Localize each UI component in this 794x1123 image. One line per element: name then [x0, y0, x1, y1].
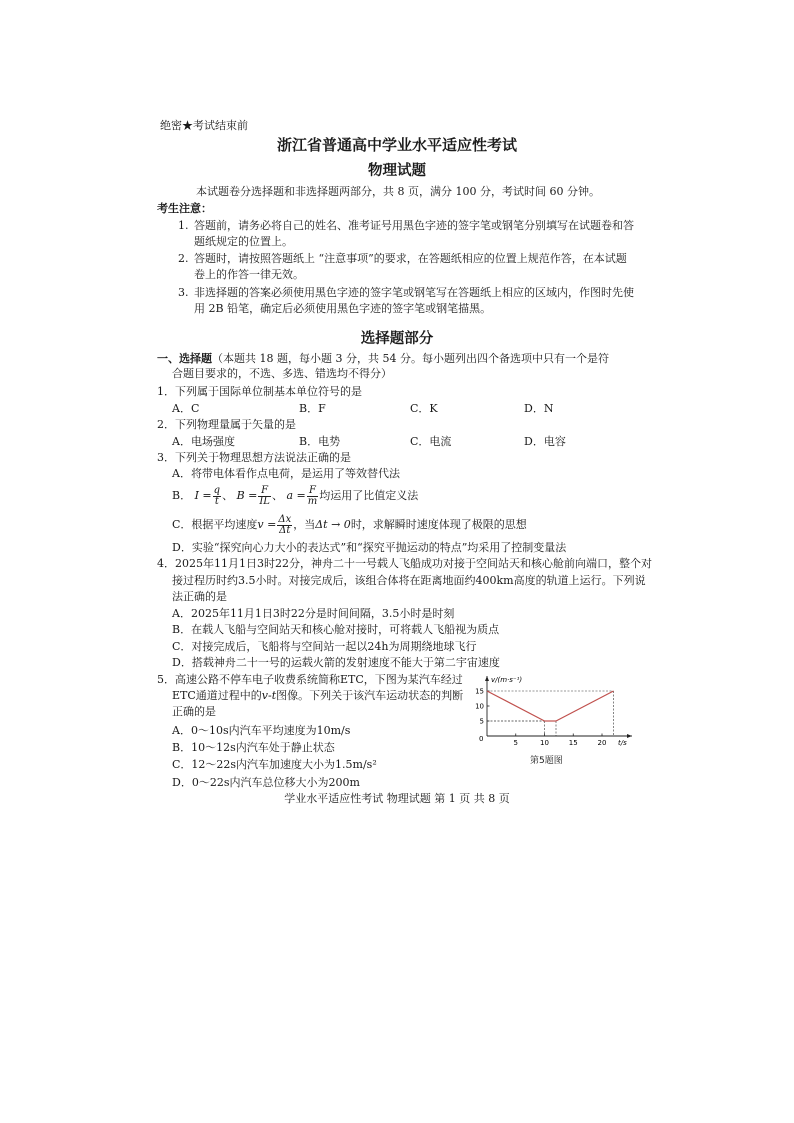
option-d: D．N: [524, 402, 554, 415]
x-tick-label: 5: [513, 739, 518, 747]
section-desc-line2: 合题目要求的，不选、多选、错选均不得分）: [172, 367, 392, 380]
chart-axes: [479, 676, 632, 747]
option-b: B．电势: [299, 435, 341, 448]
y-axis-label: v/(m·s⁻¹): [491, 676, 523, 684]
notice-line: 答题前，请务必将自己的姓名、准考证号用黑色字迹的签字笔或钢笔分别填写在试题卷和答: [194, 219, 634, 232]
intro-text: 本试题卷分选择题和非选择题两部分，共 8 页，满分 100 分，考试时间 60 分钟。: [196, 185, 600, 198]
series-line-segment: [487, 691, 545, 721]
fraction-denominator: m: [307, 495, 318, 507]
option-c-text: 时，求解瞬时速度体现了极限的思想: [350, 518, 527, 531]
notice-line: 答题时，请按照答题纸上 “注意事项”的要求，在答题纸相应的位置上规范作答，在本试题: [194, 252, 627, 265]
x-axis-label: t/s: [618, 739, 627, 747]
notice-line: 题纸规定的位置上。: [194, 235, 293, 248]
y-tick-label: 5: [479, 717, 484, 726]
question-stem: 1．下列属于国际单位制基本单位符号的是: [157, 385, 362, 398]
option-d: D．实验“探究向心力大小的表达式”和“探究平抛运动的特点”均采用了控制变量法: [172, 541, 567, 554]
x-tick-label: 10: [540, 739, 549, 747]
x-axis-arrow: [627, 734, 632, 738]
question-stem: 3．下列关于物理思想方法说法正确的是: [157, 451, 351, 464]
option-c: [172, 512, 527, 538]
notice-line: 卷上的作答一律无效。: [194, 268, 304, 281]
option-c-text: C．根据平均速度: [172, 518, 258, 531]
option-c: C．对接完成后，飞船将与空间站一起以24h为周期绕地球飞行: [172, 640, 477, 653]
option-b: [172, 483, 418, 509]
notice-number: 2.: [178, 252, 189, 265]
fraction-numerator: Δx: [278, 513, 292, 525]
option-b: B．F: [299, 402, 326, 415]
option-b: B．在载人飞船与空间站天和核心舱对接时，可将载人飞船视为质点: [172, 623, 500, 636]
option-c-text: ，当: [293, 518, 316, 531]
option-a: A．将带电体看作点电荷，是运用了等效替代法: [172, 467, 400, 480]
y-tick-label: 10: [475, 702, 484, 711]
question-stem: 接过程历时约3.5小时。对接完成后，该组合体将在距离地面约400km高度的轨道上运行。下列说: [172, 574, 646, 587]
option-c: C．12～22s内汽车加速度大小为1.5m/s²: [172, 758, 377, 771]
subject-title: 物理试题: [368, 162, 426, 179]
fraction-denominator: IL: [259, 495, 270, 507]
section-title: 选择题部分: [360, 330, 434, 347]
fraction: [213, 486, 221, 507]
vt-chart: [470, 672, 638, 752]
notice-line: 非选择题的答案必须使用黑色字迹的签字笔或钢笔写在答题纸上相应的区域内，作图时先使: [194, 286, 634, 299]
fraction-numerator: F: [307, 486, 318, 497]
exam-title: 浙江省普通高中学业水平适应性考试: [276, 136, 517, 154]
option-a: A．C: [172, 402, 200, 415]
origin-label: 0: [479, 735, 484, 743]
separator: 、: [271, 489, 283, 502]
notice-number: 1.: [178, 219, 189, 232]
formula-lhs: B =: [236, 489, 258, 502]
question-stem: 2．下列物理量属于矢量的是: [157, 418, 296, 431]
fraction-numerator: q: [213, 484, 221, 496]
question-stem: 4．2025年11月1日3时22分，神舟二十一号载人飞船成功对接于空间站天和核心舱前向端口，整个对: [157, 557, 652, 570]
question-stem: 正确的是: [172, 705, 216, 718]
option-a: A．电场强度: [172, 435, 235, 448]
fraction-denominator: Δt: [279, 524, 291, 536]
formula-lhs: I =: [194, 489, 212, 502]
fraction: [307, 486, 318, 507]
option-d: D．0～22s内汽车总位移大小为200m: [172, 776, 360, 789]
figure-caption: 第5题图: [530, 756, 563, 766]
fraction: [258, 486, 271, 507]
fraction-denominator: t: [214, 495, 219, 507]
y-tick-label: 15: [475, 687, 484, 696]
option-d: D．搭载神舟二十一号的运载火箭的发射速度不能大于第二宇宙速度: [172, 656, 500, 669]
option-b-label: B．: [172, 489, 192, 502]
series-line-segment: [556, 691, 614, 721]
page-footer: 学业水平适应性考试 物理试题 第 1 页 共 8 页: [284, 792, 510, 805]
option-c: C．K: [410, 402, 438, 415]
separator: 、: [222, 489, 234, 502]
option-a: A．2025年11月1日3时22分是时间间隔，3.5小时是时刻: [172, 607, 455, 620]
formula-lhs: v =: [257, 518, 277, 531]
section-label: 一、选择题: [157, 352, 212, 365]
notice-number: 3.: [178, 286, 189, 299]
question-stem: [172, 689, 463, 703]
notice-line: 用 2B 铅笔，确定后必须使用黑色字迹的签字笔或钢笔描黑。: [194, 302, 492, 315]
option-d: D．电容: [524, 435, 566, 448]
x-tick-label: 15: [568, 739, 578, 747]
formula-lhs: a =: [286, 489, 306, 502]
vt-symbol: v-t: [261, 689, 277, 702]
stem-text: 图像。下列关于该汽车运动状态的判断: [276, 689, 464, 702]
option-a: A．0～10s内汽车平均速度为10m/s: [172, 724, 351, 737]
section-intro: [157, 352, 609, 366]
x-tick-label: 20: [597, 739, 607, 747]
y-axis-arrow: [485, 676, 489, 681]
question-stem: 法正确的是: [172, 590, 227, 603]
chart-marks: [475, 688, 613, 748]
option-b-text: 均运用了比值定义法: [319, 489, 419, 502]
option-c: C．电流: [410, 435, 452, 448]
notice-heading: 考生注意：: [157, 202, 212, 215]
limit-expression: Δt → 0: [315, 518, 351, 531]
question-stem: 5．高速公路不停车电子收费系统简称ETC，下图为某汽车经过: [157, 673, 463, 686]
fraction: [277, 515, 292, 536]
secret-label: 绝密★考试结束前: [160, 119, 248, 132]
option-b: B．10～12s内汽车处于静止状态: [172, 741, 335, 754]
section-desc: （本题共 18 题，每小题 3 分，共 54 分。每小题列出四个备选项中只有一个是符: [212, 352, 609, 365]
stem-text: ETC通道过程中的: [172, 689, 262, 702]
fraction-numerator: F: [258, 486, 271, 497]
